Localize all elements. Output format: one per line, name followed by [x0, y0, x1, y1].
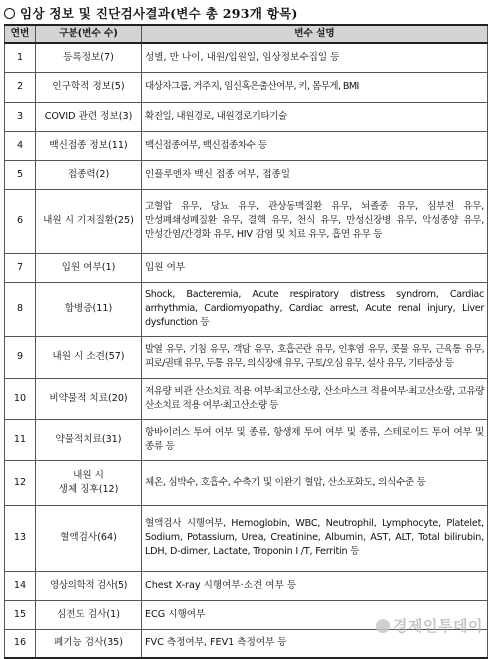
row-no: 6 [5, 189, 36, 253]
table-row [5, 189, 488, 253]
row-category: 입원 여부(1) [36, 253, 142, 282]
row-category: 심전도 검사(1) [36, 600, 142, 629]
row-description: 체온, 심박수, 호흡수, 수축기 및 이완기 혈압, 산소포화도, 의식수준 등 [142, 460, 488, 505]
row-no: 9 [5, 336, 36, 378]
table-row [5, 282, 488, 336]
row-no: 5 [5, 160, 36, 189]
row-no: 14 [5, 571, 36, 600]
row-category: 접종력(2) [36, 160, 142, 189]
row-no: 3 [5, 102, 36, 131]
row-description: 입원 여부 [142, 253, 488, 282]
row-category: COVID 관련 정보(3) [36, 102, 142, 131]
row-category: 비약물적 치료(20) [36, 378, 142, 419]
row-description: Shock, Bacteremia, Acute respiratory distress syndrom, Cardiac arrhythmia, Cardiomyopathy, Cardiac arrest, Acute renal injury, Liver dysfunction 등 [142, 282, 488, 336]
watermark-logo-icon [376, 619, 390, 633]
row-description: 고혈압 유무, 당뇨 유무, 관상동맥질환 유무, 뇌졸중 유무, 심부전 유무, 만성폐쇄성폐질환 유무, 결핵 유무, 천식 유무, 만성신장병 유무, 악성종양 유무, 만성간염/간경화 유무, HIV 감염 및 치료 유무, 흡연 유무 등 [142, 189, 488, 253]
row-category: 인구학적 정보(5) [36, 72, 142, 102]
row-description: Chest X-ray 시행여부·소견 여부 등 [142, 571, 488, 600]
section-title [4, 4, 487, 22]
row-category: 등록정보(7) [36, 43, 142, 72]
row-description: 인플루엔자 백신 접종 여부, 접종일 [142, 160, 488, 189]
row-no: 4 [5, 131, 36, 160]
row-description: 항바이러스 투여 여부 및 종류, 항생제 투여 여부 및 종류, 스테로이드 투여 여부 및 종류 등 [142, 419, 488, 460]
row-description: 백신접종여부, 백신접종차수 등 [142, 131, 488, 160]
table-row [5, 378, 488, 419]
table-row [5, 160, 488, 189]
row-category: 약물적치료(31) [36, 419, 142, 460]
header-category: 구분(변수 수) [36, 25, 142, 43]
table-row [5, 419, 488, 460]
row-no: 1 [5, 43, 36, 72]
row-category: 내원 시 기저질환(25) [36, 189, 142, 253]
row-category: 내원 시 소견(57) [36, 336, 142, 378]
row-no: 15 [5, 600, 36, 629]
row-category: 합병증(11) [36, 282, 142, 336]
clinical-variables-table [4, 24, 488, 659]
row-description: 저유량 비관 산소치료 적용 여부·최고산소량, 산소마스크 적용여부·최고산소량, 고유량 산소치료 적용 여부·최고산소량 등 [142, 378, 488, 419]
title-sub: (변수 총 293개 항목) [170, 6, 298, 21]
row-description: FVC 측정여부, FEV1 측정여부 등 [142, 629, 488, 658]
circle-bullet-icon [4, 8, 15, 19]
row-description: 성별, 만 나이, 내원/입원일, 임상정보수집일 등 [142, 43, 488, 72]
table-row [5, 253, 488, 282]
header-no: 연번 [5, 25, 36, 43]
title-main: 임상 정보 및 진단검사결과 [20, 6, 171, 21]
row-no: 7 [5, 253, 36, 282]
table-row [5, 571, 488, 600]
row-no: 10 [5, 378, 36, 419]
row-category: 혈액검사(64) [36, 505, 142, 571]
row-no: 12 [5, 460, 36, 505]
table-header-row [5, 25, 488, 43]
table-row [5, 336, 488, 378]
table-row [5, 505, 488, 571]
table-row [5, 72, 488, 102]
row-description: 확진일, 내원경로, 내원경로기타기술 [142, 102, 488, 131]
row-no: 16 [5, 629, 36, 658]
watermark-text: 경제인투데이 [393, 617, 483, 635]
table-row [5, 131, 488, 160]
row-category: 폐기능 검사(35) [36, 629, 142, 658]
row-description: ECG 시행여부 [142, 600, 488, 629]
row-category: 백신접종 정보(11) [36, 131, 142, 160]
header-description: 변수 설명 [142, 25, 488, 43]
row-no: 2 [5, 72, 36, 102]
table-row [5, 460, 488, 505]
table-row [5, 102, 488, 131]
row-description: 대상자그룹, 거주지, 임신혹은출산여부, 키, 몸무게, BMI [142, 72, 488, 102]
row-no: 8 [5, 282, 36, 336]
row-no: 13 [5, 505, 36, 571]
row-category: 내원 시 생체 징후(12) [36, 460, 142, 505]
publisher-watermark [376, 615, 483, 636]
row-no: 11 [5, 419, 36, 460]
row-description: 발열 유무, 기침 유무, 객담 유무, 호흡곤란 유무, 인후염 유무, 콧물 유무, 근육통 유무, 피로/권태 유무, 두통 유무, 의식장애 유무, 구토/오심 유무, 설사 유무, 기타증상 등 [142, 336, 488, 378]
row-category: 영상의학적 검사(5) [36, 571, 142, 600]
table-row [5, 43, 488, 72]
row-description: 혈액검사 시행여부, Hemoglobin, WBC, Neutrophil, Lymphocyte, Platelet, Sodium, Potassium, Urea, Creatinine, Albumin, AST, ALT, Total bilirubin, LDH, D-dimer, Lactate, Troponin I /T, Ferritin 등 [142, 505, 488, 571]
